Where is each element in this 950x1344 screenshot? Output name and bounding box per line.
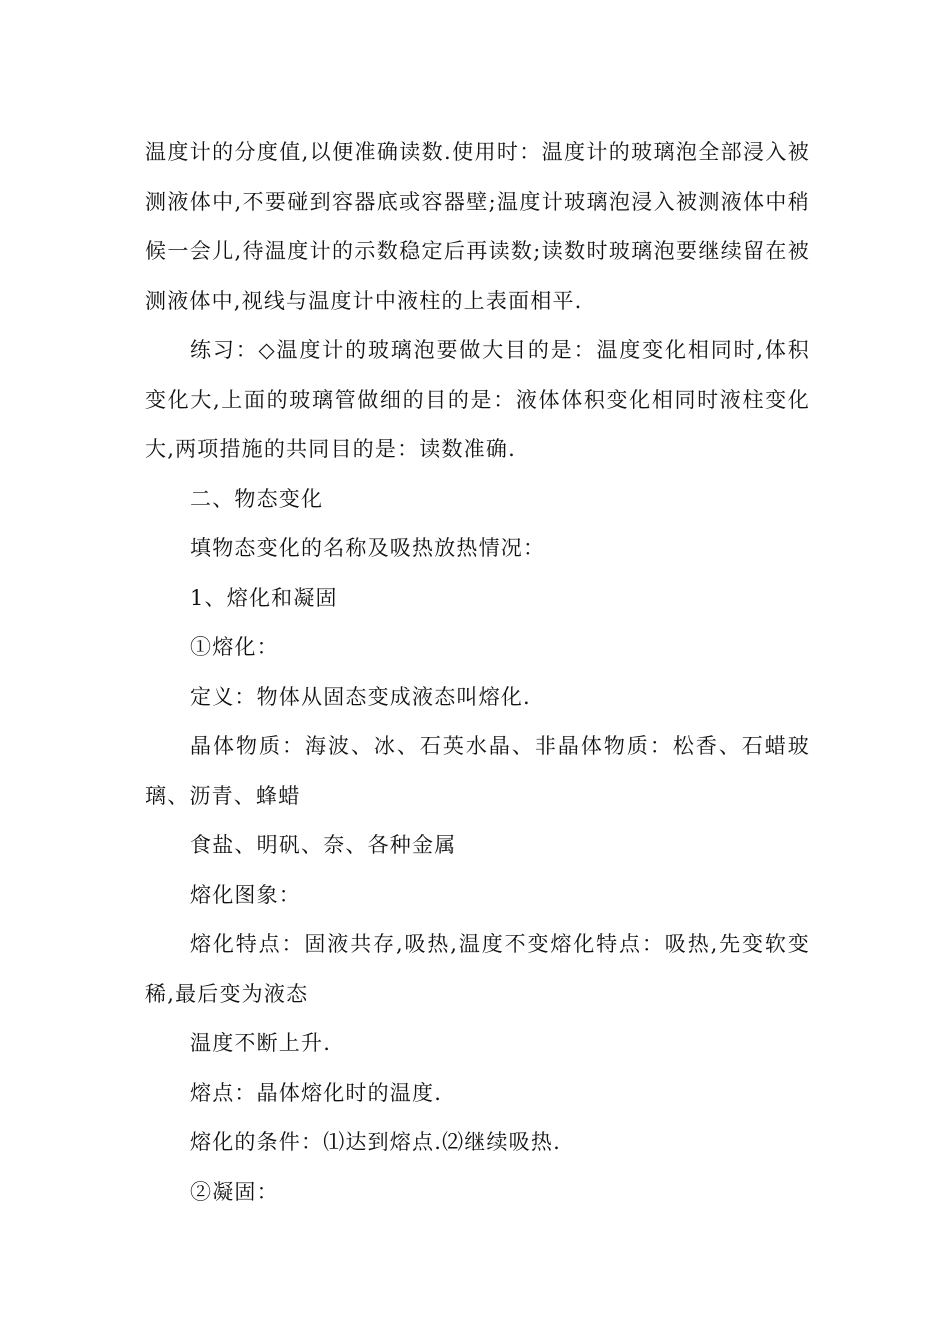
subheading-melting-solidifying: 1、熔化和凝固 [190, 585, 338, 610]
paragraph-instruction: 填物态变化的名称及吸热放热情况： [190, 536, 546, 560]
document-body [145, 128, 810, 1217]
paragraph-salt-metals: 食盐、明矾、奈、各种金属 [190, 833, 457, 857]
subheading-solidifying: ②凝固： [190, 1179, 279, 1204]
paragraph-temperature-rising: 温度不断上升. [190, 1031, 332, 1055]
paragraph-thermometer-usage: 温度计的分度值,以便准确读数.使用时：温度计的玻璃泡全部浸入被测液体中,不要碰到容器底或容器壁;温度计玻璃泡浸入被测液体中稍候一会儿,待温度计的示数稳定后再读数;读数时玻璃泡要继续留在被测液体中,视线与温度计中液柱的上表面相平. [145, 140, 810, 313]
section-heading-state-change: 二、物态变化 [190, 486, 324, 511]
paragraph-exercise: 练习：◇温度计的玻璃泡要做大目的是：温度变化相同时,体积变化大,上面的玻璃管做细的目的是：液体体积变化相同时液柱变化大,两项措施的共同目的是：读数准确. [145, 338, 810, 461]
paragraph-melting-point: 熔点：晶体熔化时的温度. [190, 1080, 443, 1105]
paragraph-melting-definition: 定义：物体从固态变成液态叫熔化. [190, 684, 531, 709]
subheading-melting: ①熔化： [190, 635, 279, 659]
paragraph-melting-graph: 熔化图象： [190, 882, 301, 907]
paragraph-crystal-substances: 晶体物质：海波、冰、石英水晶、非晶体物质：松香、石蜡玻璃、沥青、蜂蜡 [145, 734, 810, 808]
paragraph-melting-conditions: 熔化的条件：⑴达到熔点.⑵继续吸热. [190, 1130, 561, 1154]
paragraph-melting-features: 熔化特点：固液共存,吸热,温度不变熔化特点：吸热,先变软变稀,最后变为液态 [145, 932, 810, 1006]
